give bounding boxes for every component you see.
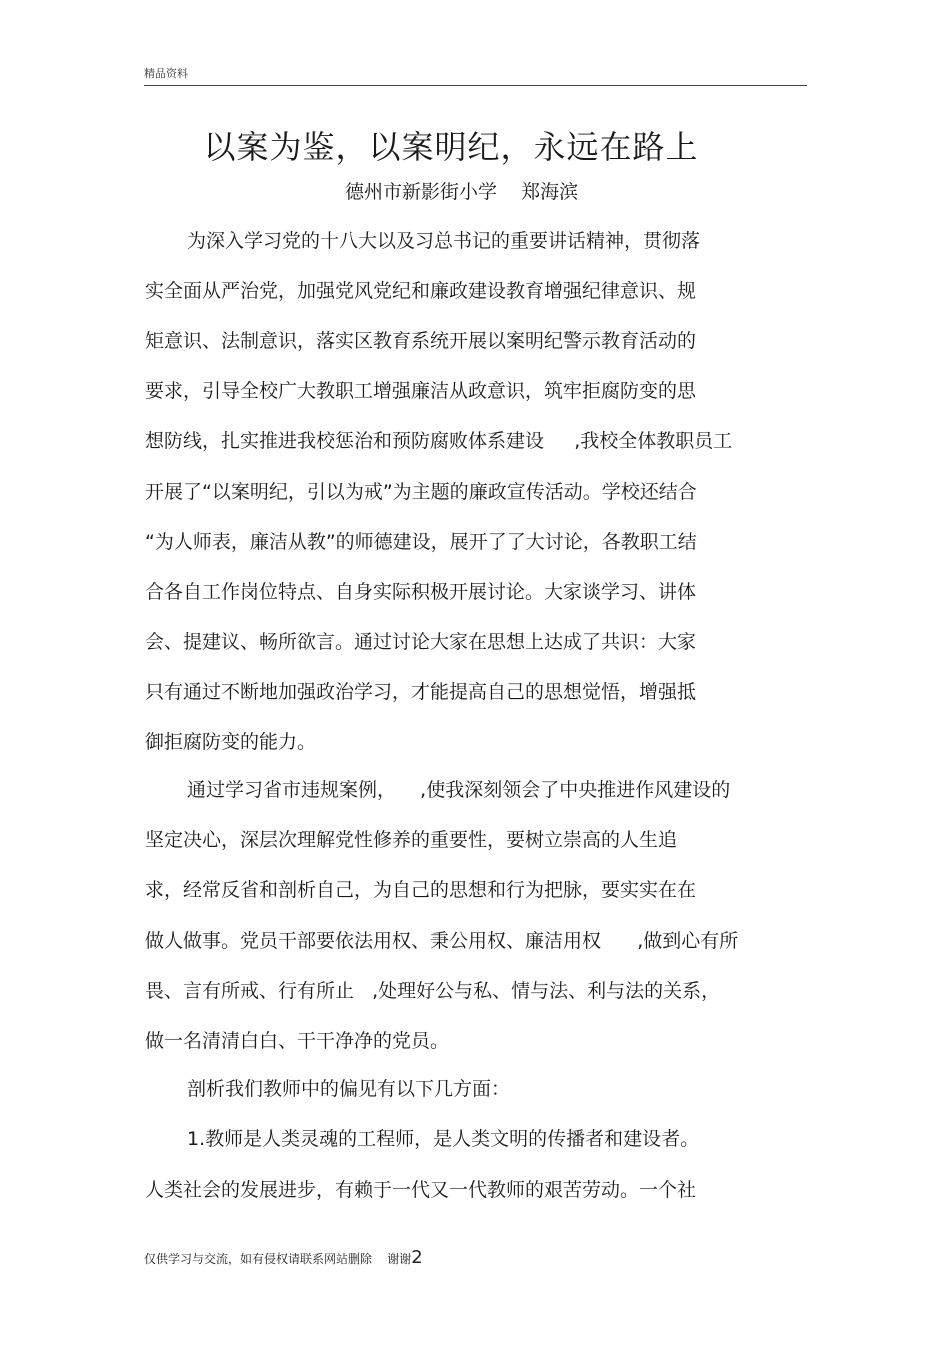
body-line: 做一名清清白白、干干净净的党员。	[145, 1030, 450, 1052]
body-line: 求，经常反省和剖析自己，为自己的思想和行为把脉，要实实在在	[145, 879, 697, 901]
body-line: 开展了“以案明纪，引以为戒”为主题的廉政宣传活动。学校还结合	[145, 481, 697, 503]
header-rule	[144, 85, 807, 86]
body-line: 坚定决心，深层次理解党性修养的重要性，要树立崇高的人生追	[145, 829, 678, 851]
body-line: 只有通过不断地加强政治学习，才能提高自己的思想觉悟，增强抵	[145, 681, 697, 703]
body-line: 做人做事。党员干部要依法用权、秉公用权、廉洁用权 ,做到心有所	[145, 930, 739, 952]
footer-text: 仅供学习与交流，如有侵权请联系网站删除 谢谢	[144, 1252, 412, 1266]
page-footer	[144, 1249, 423, 1268]
body-line: 要求，引导全校广大教职工增强廉洁从政意识，筑牢拒腐防变的思	[145, 380, 697, 402]
body-line: 御拒腐防变的能力。	[145, 731, 317, 753]
body-line: 通过学习省市违规案例， ,使我深刻领会了中央推进作风建设的	[187, 779, 731, 801]
body-line: 想防线，扎实推进我校惩治和预防腐败体系建设 ,我校全体教职员工	[145, 430, 733, 452]
body-line: 合各自工作岗位特点、自身实际积极开展讨论。大家谈学习、讲体	[145, 581, 697, 603]
header-label: 精品资料	[144, 67, 188, 80]
body-line: 实全面从严治党，加强党风党纪和廉政建设教育增强纪律意识、规	[145, 280, 697, 302]
page-number: 2	[411, 1247, 423, 1268]
author-line: 德州市新影街小学 郑海滨	[345, 181, 579, 203]
body-line: “为人师表，廉洁从教”的师德建设，展开了了大讨论，各教职工结	[145, 531, 697, 553]
body-line: 矩意识、法制意识，落实区教育系统开展以案明纪警示教育活动的	[145, 330, 697, 352]
body-line: 为深入学习党的十八大以及习总书记的重要讲话精神，贯彻落	[187, 230, 701, 252]
page-title: 以案为鉴，以案明纪，永远在路上	[203, 128, 699, 166]
body-line: 人类社会的发展进步，有赖于一代又一代教师的艰苦劳动。一个社	[145, 1179, 697, 1201]
body-line: 畏、言有所戒、行有所止 ,处理好公与私、情与法、利与法的关系，	[145, 980, 721, 1002]
body-line: 会、提建议、畅所欲言。通过讨论大家在思想上达成了共识：大家	[145, 631, 697, 653]
body-line: 剖析我们教师中的偏见有以下几方面：	[187, 1078, 511, 1100]
body-line: 1.教师是人类灵魂的工程师，是人类文明的传播者和建设者。	[187, 1128, 700, 1150]
